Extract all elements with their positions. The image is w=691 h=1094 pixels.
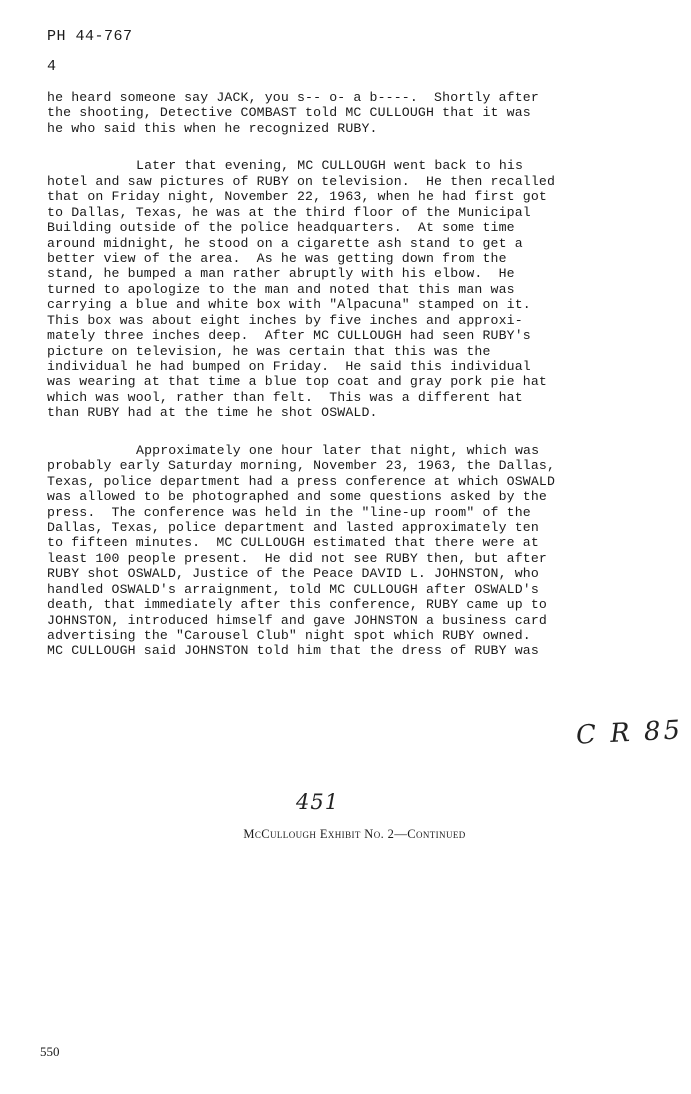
- text-line: which was wool, rather than felt. This was a different hat: [47, 389, 523, 405]
- page-marker: 4: [47, 58, 57, 75]
- text-line: better view of the area. As he was getting down from the: [47, 250, 507, 266]
- text-line: to fifteen minutes. MC CULLOUGH estimated that there were at: [47, 535, 539, 551]
- text-line: picture on television, he was certain that this was the: [47, 343, 491, 359]
- text-line: advertising the "Carousel Club" night spot which RUBY owned.: [47, 628, 531, 643]
- text-line: that on Friday night, November 22, 1963, when he had first got: [47, 189, 547, 205]
- text-line: to Dallas, Texas, he was at the third floor of the Municipal: [47, 204, 531, 220]
- text-line: handled OSWALD's arraignment, told MC CULLOUGH after OSWALD's: [47, 581, 539, 597]
- text-line: turned to apologize to the man and noted that this man was: [47, 281, 515, 297]
- page-folio: 550: [40, 1044, 60, 1059]
- text-line: Later that evening, MC CULLOUGH went back to his: [136, 158, 524, 174]
- text-line: death, that immediately after this conference, RUBY came up to: [47, 597, 547, 613]
- text-line: individual he had bumped on Friday. He said this individual: [47, 359, 531, 374]
- file-number: PH 44-767: [47, 28, 133, 45]
- text-line: least 100 people present. He did not see RUBY then, but after: [47, 550, 547, 566]
- text-line: stand, he bumped a man rather abruptly with his elbow. He: [47, 266, 515, 282]
- handwritten-number: 451: [296, 790, 340, 814]
- text-line: he who said this when he recognized RUBY.: [47, 120, 378, 136]
- handwritten-code: C R 85: [575, 715, 684, 751]
- text-line: around midnight, he stood on a cigarette ash stand to get a: [47, 235, 523, 251]
- paragraph: [47, 443, 677, 659]
- text-line: Texas, police department had a press conference at which OSWALD: [47, 473, 556, 489]
- text-line: was wearing at that time a blue top coat and gray pork pie hat: [47, 374, 547, 390]
- text-line: JOHNSTON, introduced himself and gave JOHNSTON a business card: [47, 612, 547, 628]
- text-line: RUBY shot OSWALD, Justice of the Peace DAVID L. JOHNSTON, who: [47, 566, 539, 582]
- paragraph-gap: [47, 136, 677, 158]
- text-line: hotel and saw pictures of RUBY on television. He then recalled: [47, 173, 556, 189]
- body-text: [47, 90, 677, 659]
- text-line: This box was about eight inches by five inches and approxi-: [47, 312, 523, 328]
- text-line: Approximately one hour later that night, which was: [136, 442, 540, 458]
- text-line: carrying a blue and white box with "Alpacuna" stamped on it.: [47, 297, 531, 313]
- text-line: mately three inches deep. After MC CULLOUGH had seen RUBY's: [47, 328, 531, 344]
- text-line: MC CULLOUGH said JOHNSTON told him that the dress of RUBY was: [47, 643, 539, 659]
- text-line: was allowed to be photographed and some questions asked by the: [47, 489, 547, 505]
- text-line: the shooting, Detective COMBAST told MC CULLOUGH that it was: [47, 105, 531, 121]
- paragraph: [47, 90, 677, 136]
- text-line: press. The conference was held in the "line-up room" of the: [47, 504, 531, 520]
- text-line: Dallas, Texas, police department and lasted approximately ten: [47, 519, 539, 535]
- paragraph: [47, 158, 677, 420]
- text-line: he heard someone say JACK, you s-- o- a b----. Shortly after: [47, 90, 539, 105]
- exhibit-caption: McCullough Exhibit No. 2—Continued: [243, 827, 466, 841]
- paragraph-gap: [47, 421, 677, 443]
- text-line: probably early Saturday morning, November 23, 1963, the Dallas,: [47, 458, 556, 474]
- text-line: than RUBY had at the time he shot OSWALD.: [47, 405, 378, 421]
- text-line: Building outside of the police headquarters. At some time: [47, 220, 515, 236]
